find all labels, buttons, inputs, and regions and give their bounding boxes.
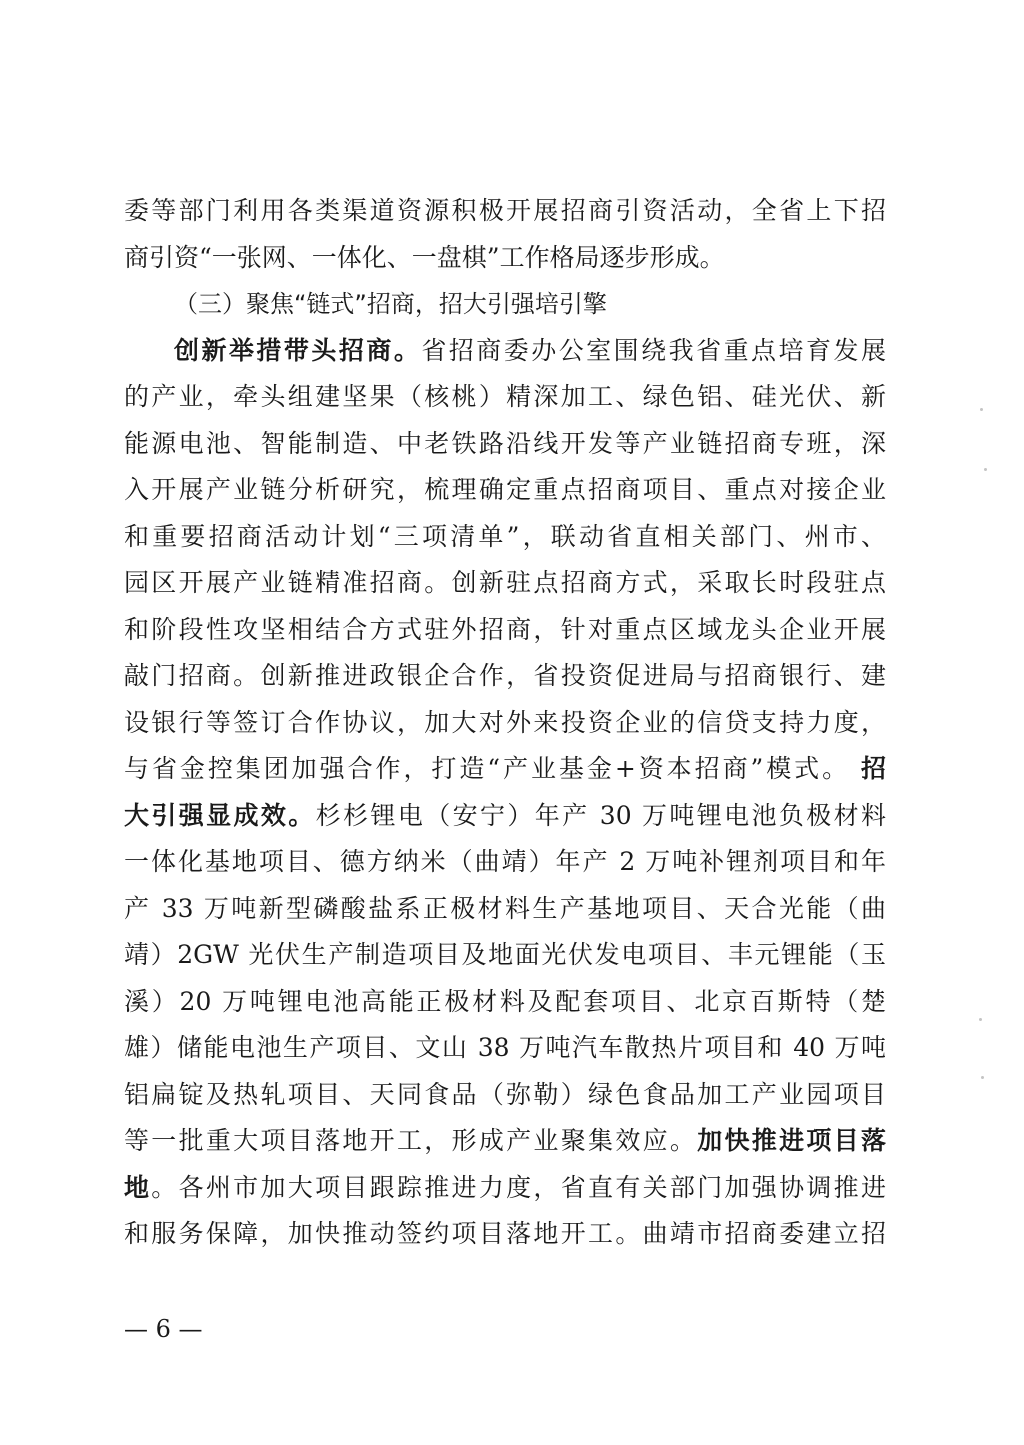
text-run: 。各州市加大项目跟踪推进力度，省直有关部门加强协调推进 xyxy=(151,1172,886,1202)
text-line-16 xyxy=(124,886,886,933)
text-line-9 xyxy=(124,560,886,607)
text-run: 等一批重大项目落地开工，形成产业聚集效应。 xyxy=(124,1126,698,1155)
text-run: 的产业，牵头组建坚果（核桃）精深加工、绿色铝、硅光伏、新 xyxy=(124,382,886,411)
text-run: 能源电池、智能制造、中老铁路沿线开发等产业链招商专班，深 xyxy=(124,428,886,458)
text-run: 与省金控集团加强合作，打造“产业基金+资本招商”模式。 xyxy=(124,754,851,783)
text-run: 和服务保障，加快推动签约项目落地开工。曲靖市招商委建立招 xyxy=(124,1219,886,1248)
text-run: 和阶段性攻坚相结合方式驻外招商，针对重点区域龙头企业开展 xyxy=(124,614,886,644)
bold-lead-phrase: 大引强显成效。 xyxy=(124,800,316,830)
text-run: 雄）储能电池生产项目、文山 38 万吨汽车散热片项目和 40 万吨 xyxy=(124,1033,886,1062)
bold-lead-phrase: 地 xyxy=(124,1172,152,1202)
text-line-21 xyxy=(124,1118,886,1165)
bold-lead-phrase: 加快推进项目落 xyxy=(697,1126,886,1155)
text-line-23 xyxy=(124,1211,886,1258)
document-body xyxy=(124,188,886,1258)
section-heading xyxy=(124,281,886,328)
text-run: 靖）2GW 光伏生产制造项目及地面光伏发电项目、丰元锂能（玉 xyxy=(124,940,886,969)
text-line-2 xyxy=(124,235,886,282)
text-run: 一体化基地项目、德方纳米（曲靖）年产 2 万吨补锂剂项目和年 xyxy=(124,847,886,876)
text-run: 杉杉锂电（安宁）年产 30 万吨锂电池负极材料 xyxy=(315,800,886,830)
section-heading-text: （三）聚焦“链式”招商，招大引强培引擎 xyxy=(174,290,607,318)
text-line-20 xyxy=(124,1072,886,1119)
text-run: 省招商委办公室围绕我省重点培育发展 xyxy=(421,335,886,365)
scan-speck xyxy=(984,468,987,471)
text-line-4 xyxy=(124,328,886,375)
text-run: 商引资“一张网、一体化、一盘棋”工作格局逐步形成。 xyxy=(124,242,725,272)
text-line-1 xyxy=(124,188,886,235)
text-line-5 xyxy=(124,374,886,421)
text-line-10 xyxy=(124,607,886,654)
text-line-12 xyxy=(124,700,886,747)
text-line-17 xyxy=(124,932,886,979)
text-line-18 xyxy=(124,979,886,1026)
text-run: 委等部门利用各类渠道资源积极开展招商引资活动，全省上下招 xyxy=(124,196,886,225)
text-line-7 xyxy=(124,467,886,514)
text-line-15 xyxy=(124,839,886,886)
text-line-6 xyxy=(124,421,886,468)
text-line-13 xyxy=(124,746,886,793)
text-line-22 xyxy=(124,1165,886,1212)
bold-lead-phrase: 创新举措带头招商。 xyxy=(174,335,422,365)
text-run: 溪）20 万吨锂电池高能正极材料及配套项目、北京百斯特（楚 xyxy=(124,986,886,1016)
text-line-14 xyxy=(124,793,886,840)
text-run: 产 33 万吨新型磷酸盐系正极材料生产基地项目、天合光能（曲 xyxy=(124,893,886,923)
text-run: 设银行等签订合作协议，加大对外来投资企业的信贷支持力度， xyxy=(124,707,886,737)
text-run: 敲门招商。创新推进政银企合作，省投资促进局与招商银行、建 xyxy=(124,661,886,690)
bold-lead-phrase: 招 xyxy=(861,754,886,783)
scan-speck xyxy=(979,1018,982,1021)
text-line-19 xyxy=(124,1025,886,1072)
text-run: 铝扁锭及热轧项目、天同食品（弥勒）绿色食品加工产业园项目 xyxy=(124,1079,886,1109)
text-run: 园区开展产业链精准招商。创新驻点招商方式，采取长时段驻点 xyxy=(124,568,886,597)
text-line-8 xyxy=(124,514,886,561)
page-number: — 6 — xyxy=(124,1315,203,1343)
scan-speck xyxy=(981,1076,984,1079)
text-line-11 xyxy=(124,653,886,700)
text-run: 入开展产业链分析研究，梳理确定重点招商项目、重点对接企业 xyxy=(124,475,886,504)
text-run: 和重要招商活动计划“三项清单”，联动省直相关部门、州市、 xyxy=(124,521,886,551)
scan-speck xyxy=(980,408,983,411)
